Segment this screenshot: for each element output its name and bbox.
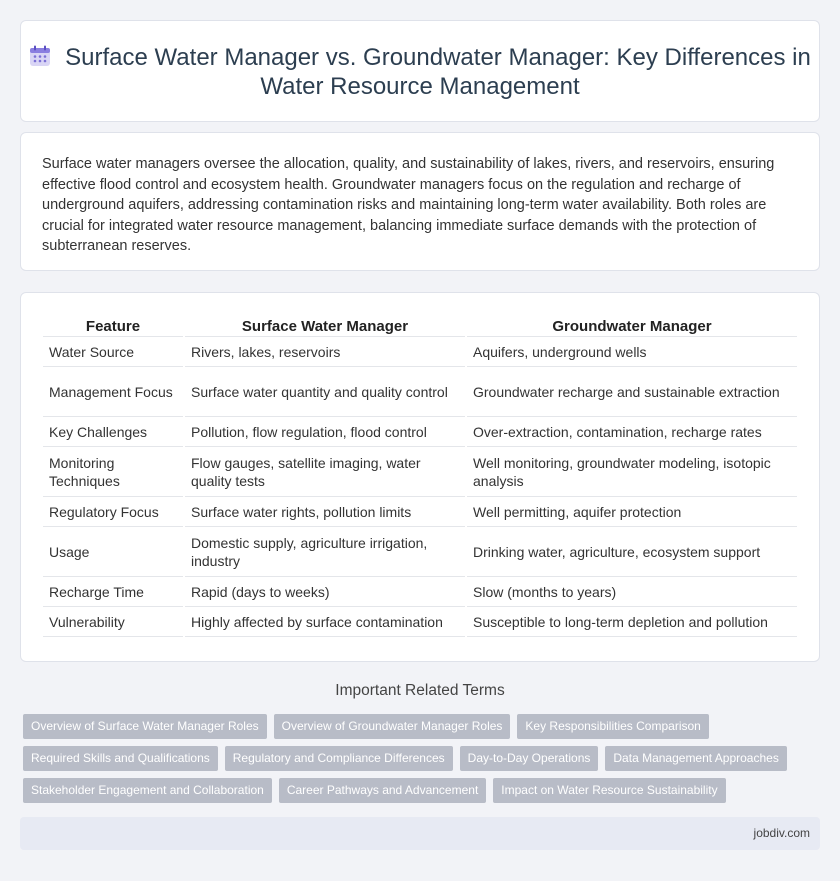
related-terms-list [23, 714, 813, 810]
feature-cell: Management Focus [43, 367, 183, 417]
related-term-tag[interactable]: Day-to-Day Operations [460, 746, 599, 771]
feature-cell: Regulatory Focus [43, 497, 183, 527]
ground-cell: Over-extraction, contamination, recharge rates [467, 417, 797, 447]
related-terms-heading: Important Related Terms [335, 682, 505, 699]
feature-cell: Key Challenges [43, 417, 183, 447]
table-row [43, 607, 797, 637]
table-row [43, 577, 797, 607]
feature-cell: Water Source [43, 337, 183, 367]
table-row [43, 497, 797, 527]
surface-cell: Pollution, flow regulation, flood control [185, 417, 465, 447]
feature-cell: Recharge Time [43, 577, 183, 607]
ground-cell: Slow (months to years) [467, 577, 797, 607]
calendar-icon [29, 45, 51, 67]
surface-cell: Flow gauges, satellite imaging, water quality tests [185, 447, 465, 497]
related-term-tag[interactable]: Stakeholder Engagement and Collaboration [23, 778, 272, 803]
column-header-feature: Feature [43, 315, 183, 337]
intro-card [20, 132, 820, 271]
feature-cell: Usage [43, 527, 183, 577]
surface-cell: Domestic supply, agriculture irrigation, industry [185, 527, 465, 577]
page-title: Surface Water Manager vs. Groundwater Manager: Key Differences in Water Resource Management [65, 44, 811, 100]
table-row [43, 527, 797, 577]
table-header-row [43, 315, 797, 337]
surface-cell: Rapid (days to weeks) [185, 577, 465, 607]
related-term-tag[interactable]: Career Pathways and Advancement [279, 778, 486, 803]
feature-cell: Monitoring Techniques [43, 447, 183, 497]
ground-cell: Well permitting, aquifer protection [467, 497, 797, 527]
comparison-table [41, 315, 799, 637]
page-title-wrap [21, 43, 819, 101]
comparison-table-card [20, 292, 820, 662]
related-term-tag[interactable]: Regulatory and Compliance Differences [225, 746, 453, 771]
intro-paragraph: Surface water managers oversee the allocation, quality, and sustainability of lakes, rivers, and reservoirs, ensuring effective flood control and ecosystem health. Groundwater managers focus on the regulation and recharge of underground aquifers, addressing contamination risks and maintaining long-term water availability. Both roles are crucial for integrated water resource management, balancing immediate surface demands with the protection of subterranean reserves. [42, 156, 775, 254]
related-term-tag[interactable]: Overview of Groundwater Manager Roles [274, 714, 511, 739]
table-row [43, 337, 797, 367]
surface-cell: Rivers, lakes, reservoirs [185, 337, 465, 367]
related-term-tag[interactable]: Impact on Water Resource Sustainability [493, 778, 725, 803]
title-card [20, 20, 820, 122]
column-header-ground: Groundwater Manager [467, 315, 797, 337]
feature-cell: Vulnerability [43, 607, 183, 637]
ground-cell: Drinking water, agriculture, ecosystem support [467, 527, 797, 577]
surface-cell: Surface water rights, pollution limits [185, 497, 465, 527]
table-row [43, 367, 797, 417]
ground-cell: Groundwater recharge and sustainable extraction [467, 367, 797, 417]
ground-cell: Susceptible to long-term depletion and pollution [467, 607, 797, 637]
footer-bar [20, 817, 820, 850]
related-term-tag[interactable]: Overview of Surface Water Manager Roles [23, 714, 267, 739]
related-term-tag[interactable]: Key Responsibilities Comparison [517, 714, 708, 739]
footer-site-link[interactable]: jobdiv.com [753, 826, 810, 840]
table-row [43, 417, 797, 447]
ground-cell: Aquifers, underground wells [467, 337, 797, 367]
related-term-tag[interactable]: Required Skills and Qualifications [23, 746, 218, 771]
surface-cell: Highly affected by surface contamination [185, 607, 465, 637]
ground-cell: Well monitoring, groundwater modeling, isotopic analysis [467, 447, 797, 497]
related-term-tag[interactable]: Data Management Approaches [605, 746, 786, 771]
column-header-surface: Surface Water Manager [185, 315, 465, 337]
surface-cell: Surface water quantity and quality control [185, 367, 465, 417]
table-row [43, 447, 797, 497]
